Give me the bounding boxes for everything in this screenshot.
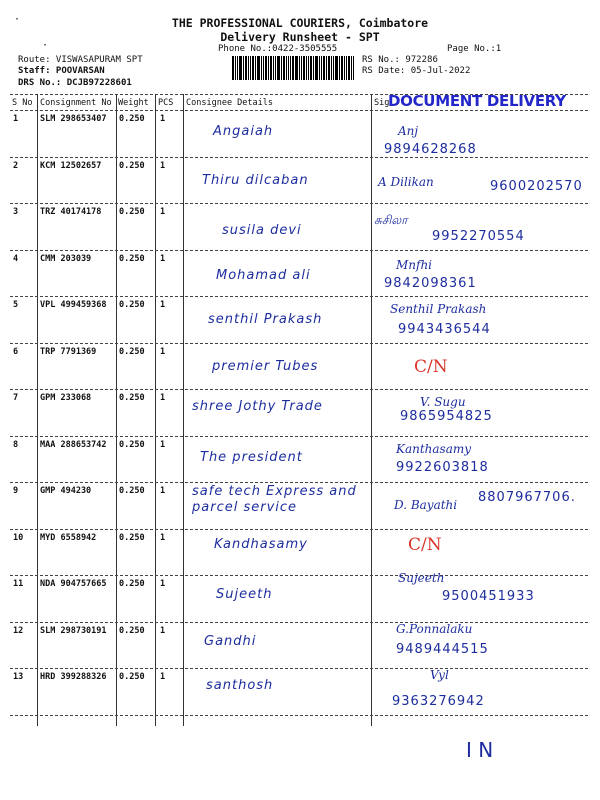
sheet-title: Delivery Runsheet - SPT bbox=[220, 30, 380, 44]
table-row bbox=[0, 436, 600, 483]
row-signature: Vyl bbox=[430, 668, 449, 682]
row-signature: A Dilikan bbox=[378, 174, 434, 189]
row-consignment-no: GPM 233068 bbox=[40, 393, 92, 403]
row-consignee-handwritten: The president bbox=[200, 449, 303, 465]
row-consignment-no: HRD 399288326 bbox=[40, 672, 107, 682]
row-weight: 0.250 bbox=[119, 625, 145, 636]
col-sno: S No bbox=[12, 98, 33, 108]
row-consignee-handwritten: Angaiah bbox=[213, 124, 274, 139]
row-phone-handwritten: 9500451933 bbox=[442, 589, 535, 604]
row-weight: 0.250 bbox=[119, 393, 145, 403]
table-row bbox=[0, 296, 600, 343]
page-number: Page No.:1 bbox=[447, 44, 502, 54]
row-signature: Anj bbox=[398, 124, 419, 138]
row-phone-handwritten: 9865954825 bbox=[400, 409, 493, 424]
row-consignee-handwritten: Mohamad ali bbox=[216, 267, 311, 283]
row-phone-handwritten: 9894628268 bbox=[384, 142, 477, 157]
row-pcs: 1 bbox=[160, 253, 166, 264]
table-row bbox=[0, 389, 600, 436]
col-consignment: Consignment No bbox=[40, 98, 112, 108]
row-consignee-handwritten: Sujeeth bbox=[216, 587, 273, 602]
row-weight: 0.250 bbox=[119, 672, 145, 682]
row-pcs: 1 bbox=[160, 207, 166, 217]
drs-number: DRS No.: DCJB97228601 bbox=[18, 78, 132, 88]
row-weight: 0.250 bbox=[119, 253, 145, 264]
row-sno: 12 bbox=[13, 625, 24, 636]
row-consignee-handwritten: safe tech Express and parcel service bbox=[192, 484, 357, 515]
row-pcs: 1 bbox=[160, 439, 166, 450]
row-signature: Senthil Prakash bbox=[390, 302, 487, 316]
row-weight: 0.250 bbox=[119, 439, 145, 450]
row-consignment-no: SLM 298730191 bbox=[40, 625, 107, 636]
col-consignee: Consignee Details bbox=[186, 98, 273, 108]
row-sno: 2 bbox=[13, 160, 19, 171]
row-pcs: 1 bbox=[160, 532, 166, 543]
table-row bbox=[0, 571, 600, 622]
row-pcs: 1 bbox=[160, 114, 166, 124]
row-weight: 0.250 bbox=[119, 160, 145, 171]
row-consignee-handwritten: Thiru dilcaban bbox=[202, 172, 309, 188]
row-sno: 7 bbox=[13, 393, 19, 403]
row-signature: Sujeeth bbox=[398, 571, 445, 585]
route-label: Route: VISWASAPURAM SPT bbox=[18, 55, 143, 65]
row-consignee-handwritten: Gandhi bbox=[204, 633, 257, 649]
row-consignment-no: MAA 288653742 bbox=[40, 439, 107, 450]
row-sno: 11 bbox=[13, 579, 24, 589]
row-consignee-handwritten: shree Jothy Trade bbox=[192, 399, 323, 414]
row-sno: 6 bbox=[13, 346, 19, 357]
row-consignment-no: VPL 499459368 bbox=[40, 300, 107, 310]
table-row bbox=[0, 529, 600, 576]
row-pcs: 1 bbox=[160, 486, 166, 496]
row-weight: 0.250 bbox=[119, 532, 145, 543]
barcode bbox=[232, 56, 358, 80]
phone-number: Phone No.:0422-3505555 bbox=[218, 44, 338, 54]
row-weight: 0.250 bbox=[119, 207, 145, 217]
row-consignment-no: NDA 904757665 bbox=[40, 579, 107, 589]
row-consignment-no: KCM 12502657 bbox=[40, 160, 102, 171]
row-sno: 9 bbox=[13, 486, 19, 496]
row-pcs: 1 bbox=[160, 346, 166, 357]
row-consignment-no: TRZ 40174178 bbox=[40, 207, 102, 217]
staff-label: Staff: POOVARSAN bbox=[18, 66, 105, 76]
row-phone-handwritten: 9952270554 bbox=[432, 229, 525, 244]
row-sno: 8 bbox=[13, 439, 19, 450]
footer-handwritten-mark: I N bbox=[466, 738, 494, 762]
col-signature: Sig bbox=[374, 98, 390, 108]
table-row bbox=[0, 250, 600, 297]
row-sno: 3 bbox=[13, 207, 19, 217]
rs-number: RS No.: 972286 bbox=[362, 55, 438, 65]
row-weight: 0.250 bbox=[119, 486, 145, 496]
row-signature: Kanthasamy bbox=[396, 441, 472, 456]
row-phone-handwritten: 9842098361 bbox=[384, 275, 477, 291]
row-sno: 1 bbox=[13, 114, 19, 124]
row-pcs: 1 bbox=[160, 393, 166, 403]
row-consignee-handwritten: premier Tubes bbox=[212, 358, 319, 374]
scan-dot: · bbox=[14, 14, 21, 25]
row-weight: 0.250 bbox=[119, 579, 145, 589]
row-pcs: 1 bbox=[160, 672, 166, 682]
row-phone-handwritten: 9489444515 bbox=[396, 641, 489, 657]
row-signature: சுசிலா bbox=[374, 213, 408, 227]
row-phone-handwritten: 8807967706. bbox=[478, 490, 576, 505]
row-sno: 4 bbox=[13, 253, 19, 264]
table-row bbox=[0, 622, 600, 669]
row-phone-handwritten: 9600202570 bbox=[490, 178, 583, 194]
row-sno: 10 bbox=[13, 532, 24, 543]
row-phone-handwritten: 9363276942 bbox=[392, 694, 485, 709]
row-weight: 0.250 bbox=[119, 300, 145, 310]
row-pcs: 1 bbox=[160, 625, 166, 636]
row-consignment-no: TRP 7791369 bbox=[40, 346, 97, 357]
rs-date: RS Date: 05-Jul-2022 bbox=[362, 66, 471, 76]
header-divider-top bbox=[10, 94, 588, 95]
table-row bbox=[0, 343, 600, 390]
row-sno: 13 bbox=[13, 672, 24, 682]
table-row bbox=[0, 482, 600, 529]
row-signature: C/N bbox=[408, 534, 442, 555]
row-consignee-handwritten: Kandhasamy bbox=[214, 536, 308, 552]
row-consignee-handwritten: senthil Prakash bbox=[208, 312, 323, 327]
row-signature: C/N bbox=[414, 356, 448, 377]
row-pcs: 1 bbox=[160, 300, 166, 310]
row-signature: D. Bayathi bbox=[394, 498, 458, 512]
row-consignee-handwritten: santhosh bbox=[206, 678, 274, 693]
row-divider bbox=[10, 715, 588, 716]
row-consignment-no: GMP 494230 bbox=[40, 486, 92, 496]
row-signature: V. Sugu bbox=[420, 395, 466, 409]
row-phone-handwritten: 9943436544 bbox=[398, 322, 491, 337]
document-delivery-stamp: DOCUMENT DELIVERY bbox=[388, 92, 566, 110]
row-pcs: 1 bbox=[160, 579, 166, 589]
col-pcs: PCS bbox=[158, 98, 174, 108]
row-weight: 0.250 bbox=[119, 114, 145, 124]
row-consignment-no: CMM 203039 bbox=[40, 253, 92, 264]
col-weight: Weight bbox=[118, 98, 149, 108]
row-signature: G.Ponnalaku bbox=[396, 621, 473, 636]
table-row bbox=[0, 203, 600, 250]
row-pcs: 1 bbox=[160, 160, 166, 171]
scan-dot: · bbox=[42, 40, 49, 51]
company-title: THE PROFESSIONAL COURIERS, Coimbatore bbox=[171, 16, 429, 30]
table-row bbox=[0, 157, 600, 204]
row-phone-handwritten: 9922603818 bbox=[396, 459, 489, 475]
row-consignee-handwritten: susila devi bbox=[222, 223, 302, 238]
row-consignment-no: SLM 298653407 bbox=[40, 114, 107, 124]
row-signature: Mnfhi bbox=[396, 257, 433, 272]
row-weight: 0.250 bbox=[119, 346, 145, 357]
table-row bbox=[0, 668, 600, 715]
row-consignment-no: MYD 6558942 bbox=[40, 532, 97, 543]
table-row bbox=[0, 110, 600, 157]
row-sno: 5 bbox=[13, 300, 19, 310]
